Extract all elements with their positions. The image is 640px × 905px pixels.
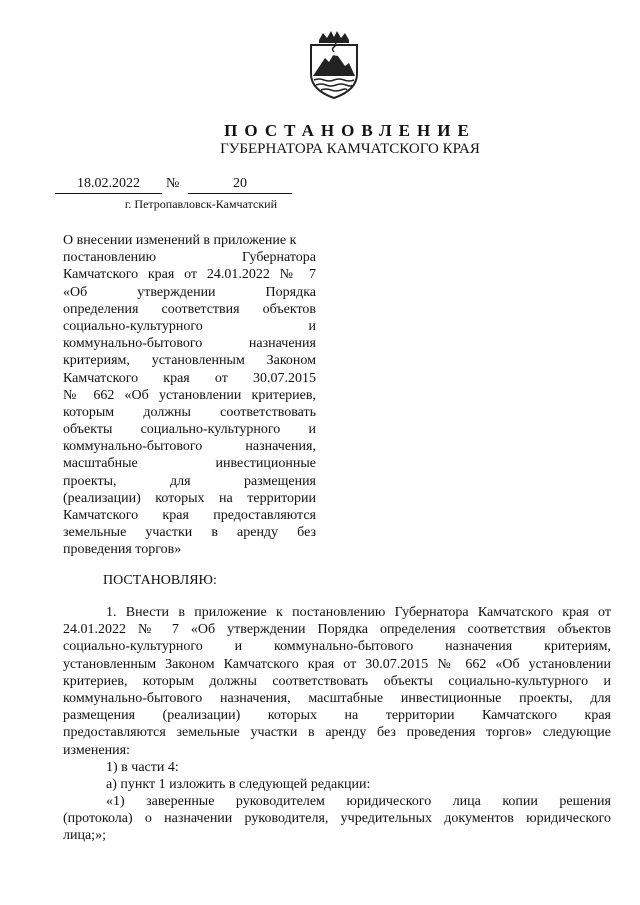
heading-line: масштабные инвестиционные (63, 456, 316, 472)
heading-line: (реализации) которых на территории (63, 490, 316, 506)
heading-line: коммунально-бытового назначения, (63, 439, 316, 455)
body-line: размещения (реализации) которых на территории Камчатского края (63, 708, 611, 724)
heading-line: проекты, для размещения (63, 473, 316, 489)
heading-line: коммунально-бытового назначения (63, 336, 316, 352)
heading-line: постановлению Губернатора (63, 250, 316, 266)
document-subtitle: ГУБЕРНАТОРА КАМЧАТСКОГО КРАЯ (220, 141, 480, 157)
heading-line: которым должны соответствовать (63, 404, 316, 420)
body-line: 24.01.2022 № 7 «Об утверждении Порядка определения соответствия объектов (63, 622, 611, 638)
document-heading (63, 232, 316, 559)
body-line: социально-культурного и коммунально-бытового назначения критериям, (63, 639, 611, 655)
heading-line: О внесении изменений в приложение к (63, 233, 297, 248)
body-line: 1. Внести в приложение к постановлению Губернатора Камчатского края от (106, 605, 611, 620)
heading-line: № 662 «Об установлении критериев, (63, 387, 316, 403)
body-line: установленным Законом Камчатского края от 30.07.2015 № 662 «Об установлении (63, 656, 611, 672)
heading-line: определения соответствия объектов (63, 301, 316, 317)
body-line: а) пункт 1 изложить в следующей редакции: (106, 776, 371, 792)
heading-line: объекты социально-культурного и (63, 422, 316, 438)
body-line: лица;»; (63, 828, 106, 844)
body-line: критериев, которым должны соответствовать объекты социально-культурного и (63, 673, 611, 689)
heading-line: «Об утверждении Порядка (63, 284, 316, 300)
document-number: 20 (188, 176, 292, 194)
document-body (63, 604, 611, 845)
kamchatka-coat-of-arms-icon (305, 30, 363, 100)
heading-line: социально-культурного и (63, 318, 316, 334)
heading-line: проведения торгов» (63, 542, 182, 558)
date-number-row (55, 176, 295, 196)
body-line: (протокола) о назначении руководителя, учредительных документов юридического (63, 811, 611, 827)
heading-line: Камчатского края от 30.07.2015 (63, 370, 316, 386)
body-line: предоставляются земельные участки в аренду без проведения торгов» следующие (63, 725, 611, 741)
body-line: «1) заверенные руководителем юридического лица копии решения (106, 794, 611, 810)
number-sign: № (166, 176, 180, 191)
body-line: 1) в части 4: (106, 759, 179, 775)
heading-line: земельные участки в аренду без (63, 525, 316, 541)
document-title: ПОСТАНОВЛЕНИЕ (224, 121, 476, 140)
document-city: г. Петропавловск-Камчатский (124, 197, 277, 211)
document-date: 18.02.2022 (55, 176, 162, 194)
heading-line: Камчатского края предоставляются (63, 508, 316, 523)
heading-line: критериям, установленным Законом (63, 353, 316, 369)
decree-word: ПОСТАНОВЛЯЮ: (103, 573, 217, 588)
body-line: коммунально-бытового назначения, масштабные инвестиционные проекты, для (63, 690, 611, 706)
body-line: изменения: (63, 742, 130, 758)
heading-line: Камчатского края от 24.01.2022 № 7 (63, 267, 316, 283)
